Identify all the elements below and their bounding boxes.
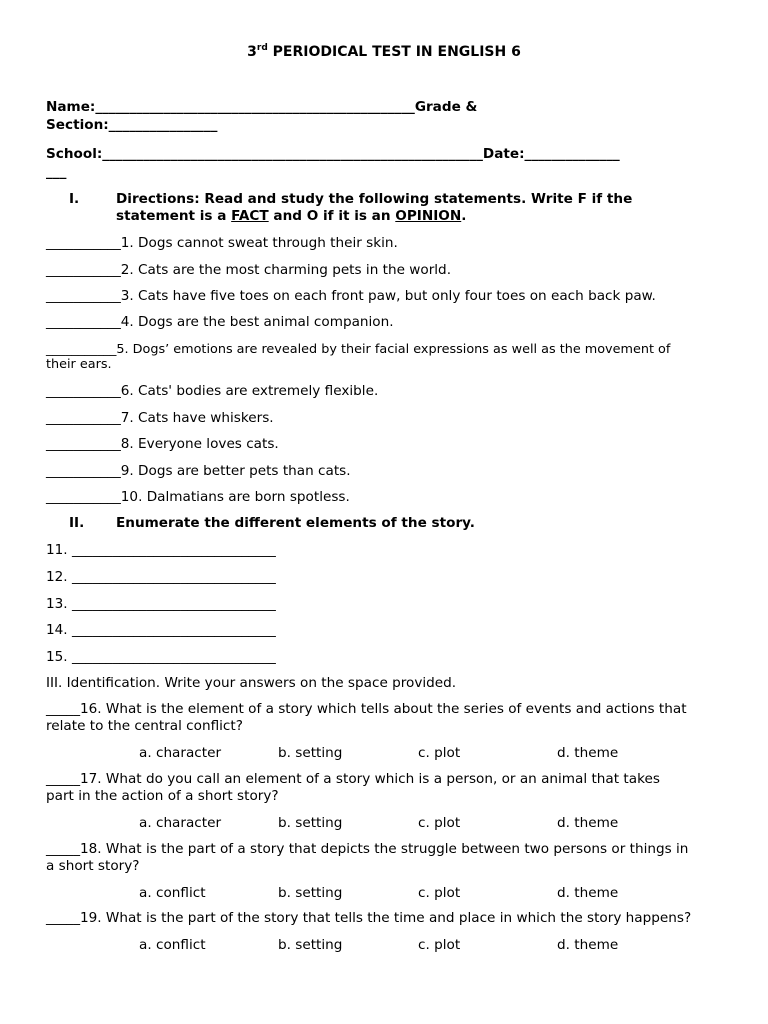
question-18-choice-b: b. setting [278,885,343,901]
part2-item-11: 11. ______________________________ [46,542,276,558]
question-18-choice-c: c. plot [418,885,461,901]
question-16-choice-d: d. theme [557,745,619,761]
date-field-continuation: ___ [46,164,67,180]
title-ordinal: 3 [247,44,257,60]
question-16-line1: _____16. What is the element of a story which tells about the series of events and actions that [46,701,687,717]
question-16-line2: relate to the central conflict? [46,718,243,734]
part1-directions-text-a: statement is a [116,208,232,224]
question-16-choice-a: a. character [139,745,222,761]
title-text: PERIODICAL TEST IN ENGLISH 6 [267,44,521,60]
part1-item-3: ___________3. Cats have five toes on each front paw, but only four toes on each back paw. [46,288,656,304]
question-17-line2: part in the action of a short story? [46,788,279,804]
opinion-word: OPINION [395,208,462,224]
page-title [0,42,768,62]
question-17-choice-c: c. plot [418,815,461,831]
question-18-choice-a: a. conflict [139,885,206,901]
part2-item-14: 14. ______________________________ [46,622,276,638]
part1-item-7: ___________7. Cats have whiskers. [46,410,274,426]
school-date-field: School:________________________________________________________Date:______________ [46,146,620,162]
question-19-choice-d: d. theme [557,937,619,953]
question-18-choice-d: d. theme [557,885,619,901]
question-16-choice-b: b. setting [278,745,343,761]
question-19-choice-a: a. conflict [139,937,206,953]
part3-heading: III. Identification. Write your answers on the space provided. [46,675,457,691]
part1-directions-text-c: . [461,208,467,224]
part1-item-2: ___________2. Cats are the most charming pets in the world. [46,262,452,278]
question-19-line1: _____19. What is the part of the story that tells the time and place in which the story happens? [46,910,692,926]
question-16-choice-c: c. plot [418,745,461,761]
part1-item-9: ___________9. Dogs are better pets than cats. [46,463,351,479]
part2-numeral: II. [69,515,85,531]
part1-numeral: I. [69,191,80,207]
part1-item-6: ___________6. Cats' bodies are extremely flexible. [46,383,379,399]
question-18-line1: _____18. What is the part of a story that depicts the struggle between two persons or things in [46,841,689,857]
part2-item-13: 13. ______________________________ [46,596,276,612]
question-17-line1: _____17. What do you call an element of a story which is a person, or an animal that takes [46,771,660,787]
question-17-choice-b: b. setting [278,815,343,831]
part1-item-8: ___________8. Everyone loves cats. [46,436,279,452]
part1-item-1: ___________1. Dogs cannot sweat through their skin. [46,235,398,251]
part1-item-10: ___________10. Dalmatians are born spotless. [46,489,350,505]
part1-item-5: ___________5. Dogs’ emotions are revealed by their facial expressions as well as the movement of [46,342,671,357]
title-ordinal-suffix: rd [256,43,268,53]
section-field: Section:________________ [46,117,218,133]
part2-item-12: 12. ______________________________ [46,569,276,585]
question-19-choice-b: b. setting [278,937,343,953]
question-17-choice-d: d. theme [557,815,619,831]
part1-item-5-continuation: their ears. [46,357,112,372]
part1-directions-line2 [116,208,466,225]
part1-directions-line1: Directions: Read and study the following statements. Write F if the [116,191,633,207]
part2-item-15: 15. ______________________________ [46,649,276,665]
fact-word: FACT [231,208,269,224]
name-grade-field: Name:_______________________________________________Grade & [46,99,478,115]
part1-item-4: ___________4. Dogs are the best animal companion. [46,314,394,330]
question-19-choice-c: c. plot [418,937,461,953]
part2-heading: Enumerate the different elements of the story. [116,515,475,531]
question-17-choice-a: a. character [139,815,222,831]
question-18-line2: a short story? [46,858,140,874]
part1-directions-text-b: and O if it is an [268,208,396,224]
